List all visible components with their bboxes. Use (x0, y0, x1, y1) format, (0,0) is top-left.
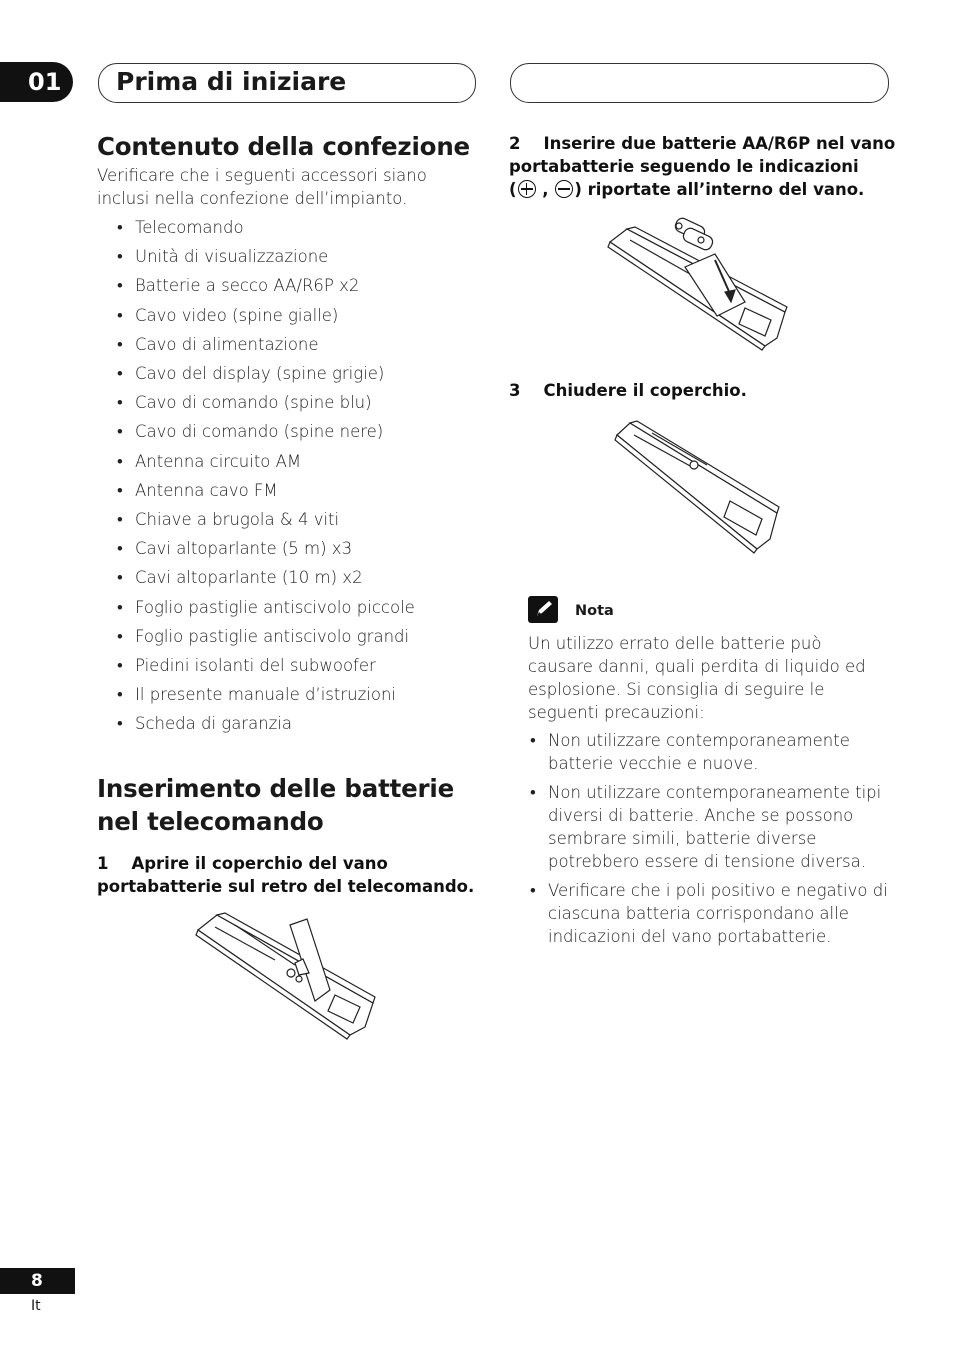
note-label: Nota (575, 603, 614, 619)
list-item: • Unità di visualizzazione (115, 242, 455, 271)
minus-circle-icon (555, 180, 573, 198)
list-item: • Cavi altoparlante (10 m) x2 (115, 563, 455, 592)
list-item: • Chiave a brugola & 4 viti (115, 505, 455, 534)
list-item: • Piedini isolanti del subwoofer (115, 651, 455, 680)
chapter-title: Prima di iniziare (116, 67, 347, 96)
chapter-number-badge: 01 (0, 62, 73, 102)
list-item: • Non utilizzare contemporaneamente tipi diversi di batterie. Anche se possono sembrare simili, batterie diverse potrebbero essere di tensione diversa. (528, 781, 890, 873)
language-code: It (31, 1298, 41, 1314)
list-item: • Foglio pastiglie antiscivolo piccole (115, 593, 455, 622)
list-item: • Cavi altoparlante (5 m) x3 (115, 534, 455, 563)
section-title-batteries-line2: nel telecomando (97, 807, 324, 836)
list-item: • Il presente manuale d’istruzioni (115, 680, 455, 709)
list-item: • Cavo di comando (spine nere) (115, 417, 455, 446)
list-item: • Antenna cavo FM (115, 476, 455, 505)
step-2-line3-text: ) riportate all’interno del vano. (574, 180, 865, 199)
remote-closed-illustration (612, 415, 782, 555)
step-1-line2: portabatterie sul retro del telecomando. (97, 877, 475, 896)
list-item: • Non utilizzare contemporaneamente batterie vecchie e nuove. (528, 729, 890, 775)
list-item: • Scheda di garanzia (115, 709, 455, 738)
remote-open-cover-illustration (195, 905, 380, 1040)
list-item: • Telecomando (115, 213, 455, 242)
step-3: 3 Chiudere il coperchio. (509, 381, 747, 400)
header-right-frame (510, 63, 889, 103)
list-item: • Cavo di comando (spine blu) (115, 388, 455, 417)
list-item: • Cavo del display (spine grigie) (115, 359, 455, 388)
list-item: • Antenna circuito AM (115, 447, 455, 476)
list-item: • Foglio pastiglie antiscivolo grandi (115, 622, 455, 651)
list-item: • Cavo video (spine gialle) (115, 301, 455, 330)
remote-insert-batteries-illustration (605, 212, 790, 352)
plus-circle-icon (518, 180, 536, 198)
list-item: • Batterie a secco AA/R6P x2 (115, 271, 455, 300)
step-2-line2: portabatterie seguendo le indicazioni (509, 157, 859, 176)
step-2-line1: 2 Inserire due batterie AA/R6P nel vano (509, 134, 896, 153)
accessory-list (115, 213, 455, 739)
step-1-line1: 1 Aprire il coperchio del vano (97, 854, 388, 873)
pencil-note-icon (528, 596, 558, 623)
list-item: • Verificare che i poli positivo e negativo di ciascuna batteria corrispondano alle indicazioni del vano portabatterie. (528, 879, 890, 948)
section-intro: Verificare che i seguenti accessori siano inclusi nella confezione dell’impianto. (97, 166, 427, 208)
note-text: Un utilizzo errato delle batterie può causare danni, quali perdita di liquido ed esplosione. Si consiglia di seguire le seguenti precauzioni: (528, 634, 866, 722)
paren-open: ( (509, 180, 517, 199)
section-title-contents: Contenuto della confezione (97, 132, 470, 161)
page-number: 8 (0, 1268, 75, 1294)
section-title-batteries-line1: Inserimento delle batterie (97, 774, 455, 803)
separator: , (536, 180, 549, 199)
list-item: • Cavo di alimentazione (115, 330, 455, 359)
note-list (528, 729, 890, 954)
step-2-line3 (509, 178, 864, 201)
